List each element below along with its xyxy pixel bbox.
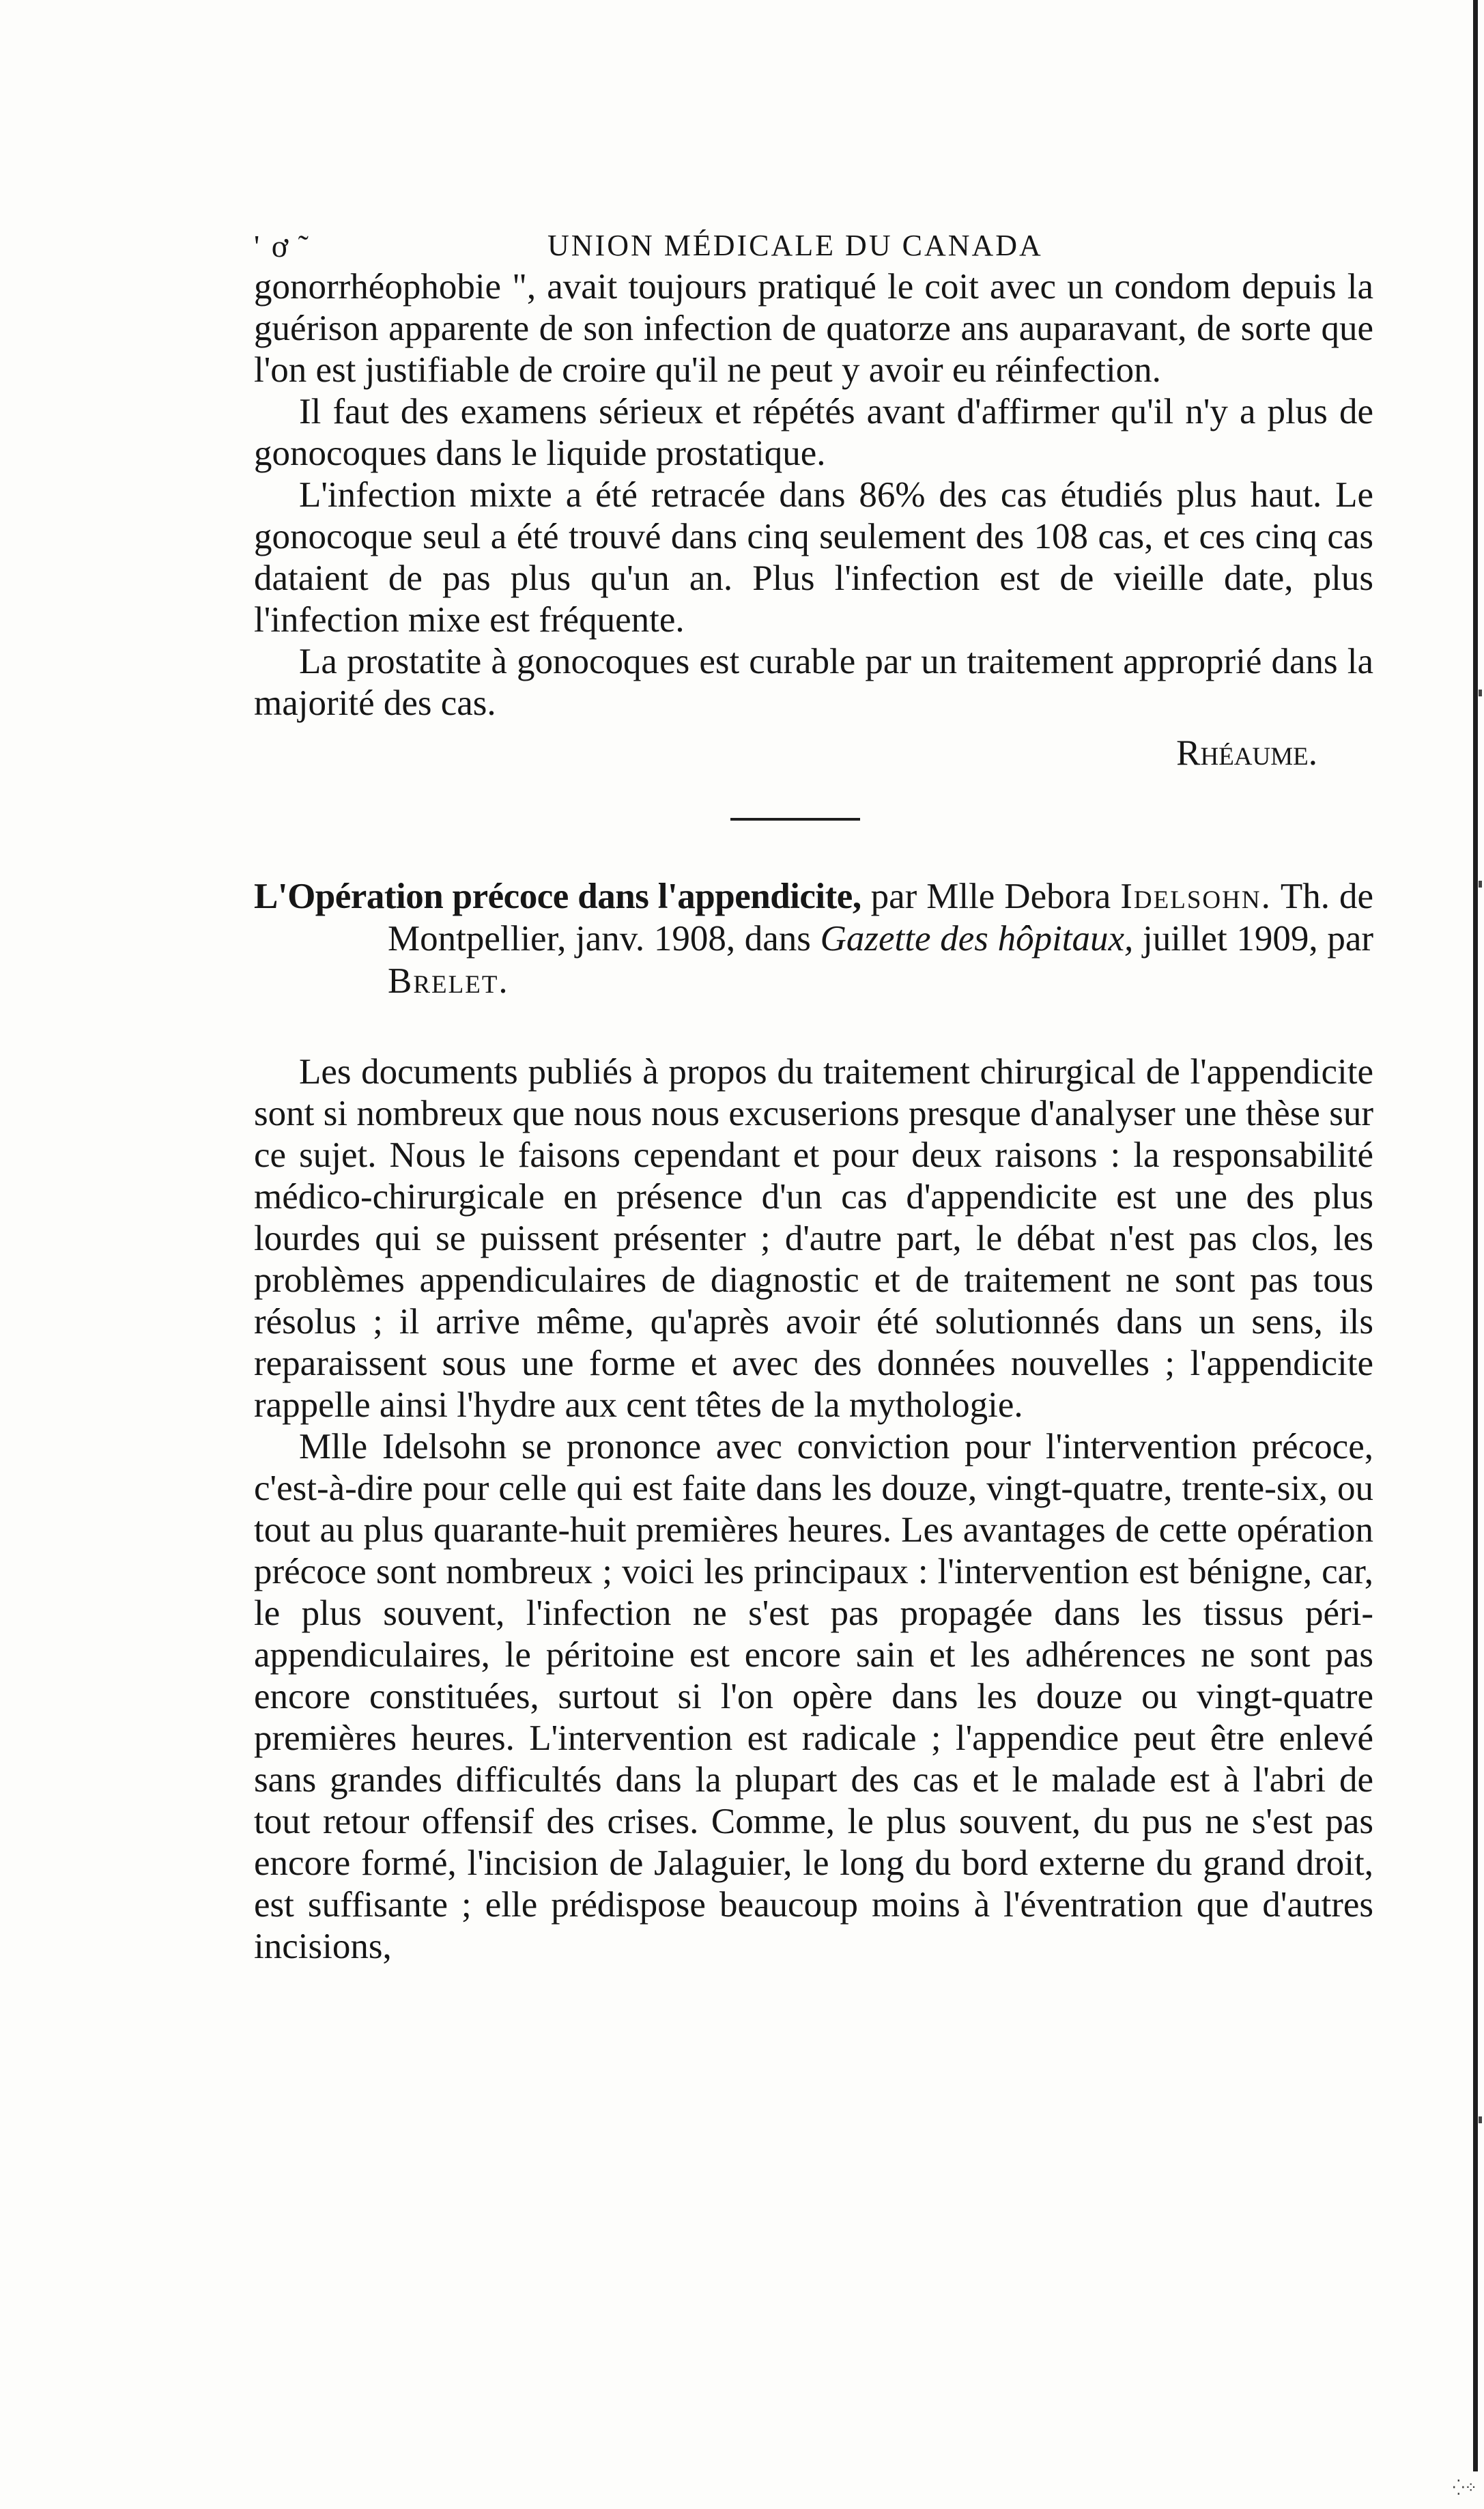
paragraph: L'infection mixte a été retracée dans 86% des cas étudiés plus haut. Le gonocoque seul a été trouvé dans cinq seulement des 108 cas, et ces cinq cas dataient de pas plus qu'un an. Plus l'infection est de vieille date, plus l'infection mixe est fréquente. [254, 475, 1373, 640]
scan-edge-mark [1479, 690, 1482, 696]
article-title: L'Opération précoce dans l'appendicite, [254, 877, 861, 916]
thesis-reference: Th. de Montpellier, janv. 1908, dans [388, 877, 1373, 959]
scan-edge-mark [1479, 2116, 1482, 2123]
article-body [254, 1051, 1373, 1968]
paragraph: Il faut des examens sérieux et répétés avant d'affirmer qu'il n'y a plus de gonocoques dans le liquide prostatique. [254, 392, 1373, 473]
article-heading [254, 875, 1373, 1002]
author-name: Idelsohn. [1120, 877, 1272, 916]
author-prefix: par Mlle Debora [870, 877, 1111, 916]
page [254, 225, 1373, 1968]
running-title: UNION MÉDICALE DU CANADA [547, 229, 1043, 262]
publication-date: juillet 1909, par [1143, 919, 1373, 959]
journal-name: Gazette des hôpitaux, [820, 919, 1134, 959]
paragraph: Mlle Idelsohn se prononce avec conviction pour l'intervention précoce, c'est-à-dire pour celle qui est faite dans les douze, vingt-quatre, trente-six, ou tout au plus quarante-huit premières heures. Les avantages de cette opération précoce sont nombreux ; voici les principaux : l'intervention est bénigne, car, le plus souvent, l'infection ne s'est pas propagée dans les tissus péri-appendiculaires, le péritoine est encore sain et les adhérences ne sont pas encore constituées, surtout si l'on opère dans les douze ou vingt-quatre premières heures. L'intervention est radicale ; l'appendice peut être enlevé sans grandes difficultés dans la plupart des cas et le malade est à l'abri de tout retour offensif des crises. Comme, le plus souvent, du pus ne s'est pas encore formé, l'incision de Jalaguier, le long du bord externe du grand droit, est suffisante ; elle prédispose beaucoup moins à l'éventration que d'autres incisions, [254, 1427, 1373, 1966]
previous-article [254, 266, 1373, 724]
page-header [254, 225, 1373, 266]
paragraph: La prostatite à gonocoques est curable par un traitement approprié dans la majorité des cas. [254, 642, 1373, 723]
scan-edge-mark [1479, 881, 1482, 888]
paragraph: gonorrhéophobie ", avait toujours pratiqué le coit avec un condom depuis la guérison apparente de son infection de quatorze ans auparavant, de sorte que l'on est justifiable de croire qu'il ne peut y avoir eu réinfection. [254, 267, 1373, 390]
reviewer-name: Brelet. [388, 961, 509, 1001]
section-divider [730, 818, 860, 821]
scan-edge-line [1473, 0, 1478, 2471]
signature: Rhéaume. [1176, 733, 1317, 773]
corner-smudge: ⁛⁘ [1453, 2479, 1477, 2496]
page-folio: ' ơ ̃ [254, 229, 300, 264]
paragraph: Les documents publiés à propos du traitement chirurgical de l'appendicite sont si nombreux que nous nous excuserions presque d'analyser une thèse sur ce sujet. Nous le faisons cependant et pour deux raisons : la responsabilité médico-chirurgicale en présence d'un cas d'appendicite est une des plus lourdes qui se puissent présenter ; d'autre part, le débat n'est pas clos, les problèmes appendiculaires de diagnostic et de traitement ne sont pas tous résolus ; il arrive même, qu'après avoir été solutionnés dans un sens, ils reparaissent sous une forme et avec des données nouvelles ; l'appendicite rappelle ainsi l'hydre aux cent têtes de la mythologie. [254, 1052, 1373, 1425]
